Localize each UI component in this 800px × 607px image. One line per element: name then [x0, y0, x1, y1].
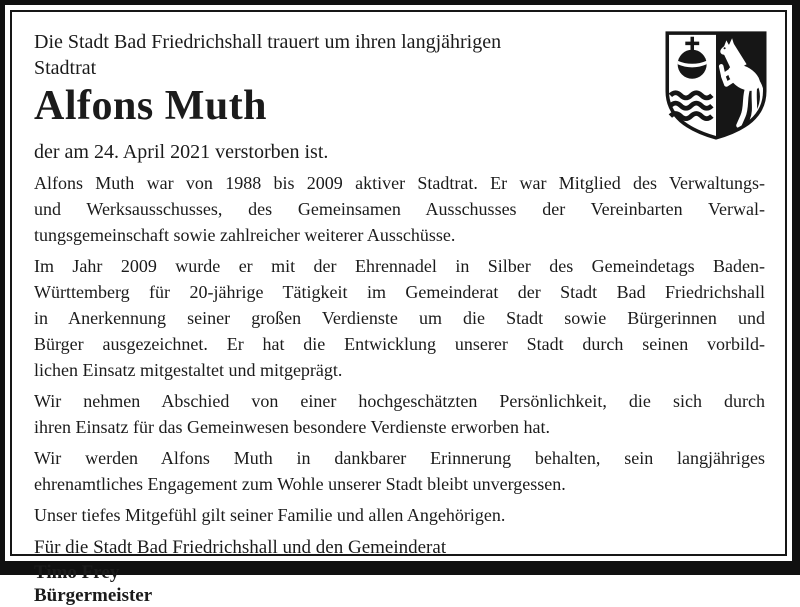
text-line: ihren Einsatz für das Gemeinwesen besondere Verdienste erworben hat. [34, 417, 550, 437]
frame-gap [5, 5, 792, 606]
body-paragraphs [34, 170, 765, 528]
coat-of-arms [664, 30, 768, 142]
text-line: Bürger ausgezeichnet. Er hat die Entwicklung unserer Stadt durch seinen vorbild- [34, 334, 765, 354]
text-line: Wir nehmen Abschied von einer hochgeschätzten Persönlichkeit, die sich durch [34, 391, 765, 411]
closing-block [34, 535, 765, 607]
signature-name: Timo Frey [34, 562, 120, 583]
notice-card [10, 10, 787, 606]
body-paragraph [34, 502, 765, 528]
death-date-line: der am 24. April 2021 verstorben ist. [34, 141, 329, 163]
body-paragraph [34, 170, 765, 248]
bad-friedrichshall-crest-icon [664, 30, 768, 142]
signature-title: Bürgermeister [34, 585, 153, 606]
text-line: Unser tiefes Mitgefühl gilt seiner Familie und allen Angehörigen. [34, 505, 506, 525]
text-line: lichen Einsatz mitgestaltet und mitgeprägt. [34, 360, 343, 380]
body-paragraph [34, 253, 765, 383]
text-line: Wir werden Alfons Muth in dankbarer Erinnerung behalten, sein langjähriges [34, 448, 765, 468]
body-paragraph [34, 388, 765, 440]
closing-line: Für die Stadt Bad Friedrichshall und den Gemeinderat [34, 537, 447, 558]
intro-line: Die Stadt Bad Friedrichshall trauert um ihren langjährigen Stadtrat [34, 31, 502, 79]
text-line: Im Jahr 2009 wurde er mit der Ehrennadel in Silber des Gemeindetags Baden- [34, 256, 765, 276]
text-line: Württemberg für 20-jährige Tätigkeit im Gemeinderat der Stadt Bad Friedrichshall [34, 282, 765, 302]
text-line: Alfons Muth war von 1988 bis 2009 aktiver Stadtrat. Er war Mitglied des Verwaltungs- [34, 173, 765, 193]
text-line: ehrenamtliches Engagement zum Wohle unserer Stadt bleibt unvergessen. [34, 474, 566, 494]
body-paragraph [34, 445, 765, 497]
text-line: in Anerkennung seiner großen Verdienste um die Stadt sowie Bürgerinnen und [34, 308, 765, 328]
deceased-name-heading: Alfons Muth [34, 83, 268, 129]
text-line: tungsgemeinschaft sowie zahlreicher weiterer Ausschüsse. [34, 225, 456, 245]
text-line: und Werksausschusses, des Gemeinsamen Ausschusses der Vereinbarten Verwal- [34, 199, 765, 219]
